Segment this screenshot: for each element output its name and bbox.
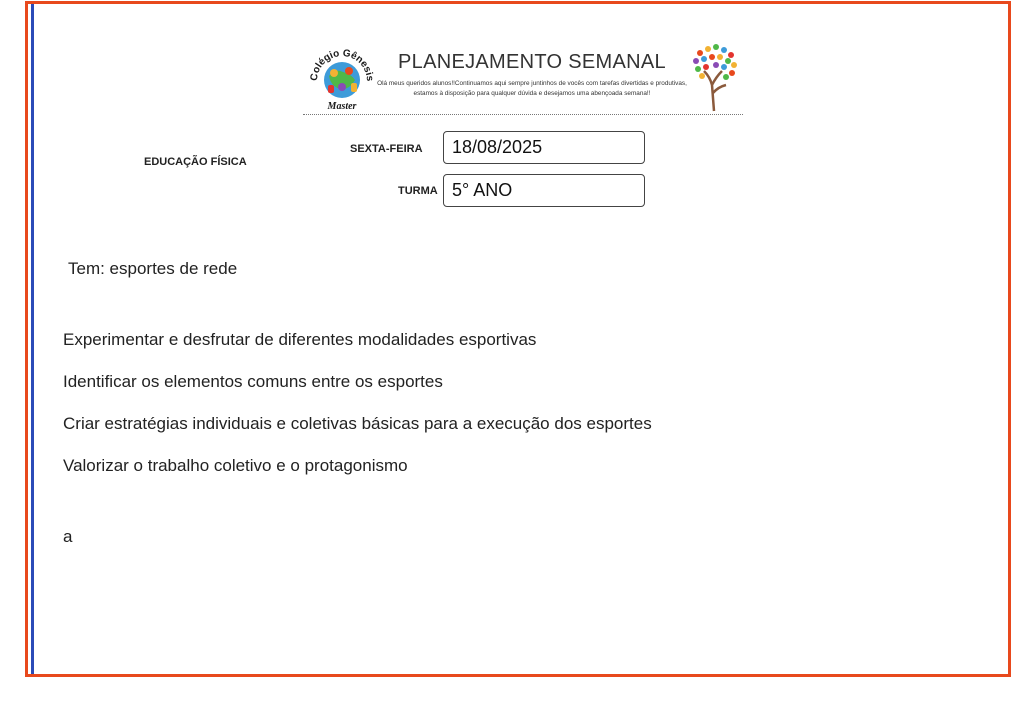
tree-illustration — [688, 41, 740, 115]
objective-item: Valorizar o trabalho coletivo e o protagonismo — [63, 456, 408, 475]
page-frame — [25, 1, 1011, 677]
header-divider — [303, 114, 743, 115]
objective-item: Experimentar e desfrutar de diferentes modalidades esportivas — [63, 330, 537, 349]
class-field[interactable]: 5° ANO — [443, 174, 645, 207]
class-label: TURMA — [398, 185, 438, 197]
subject-label: EDUCAÇÃO FÍSICA — [144, 156, 247, 168]
date-field[interactable]: 18/08/2025 — [443, 131, 645, 164]
trailing-text: a — [63, 527, 73, 546]
objective-item: Identificar os elementos comuns entre os esportes — [63, 372, 443, 391]
page-title: PLANEJAMENTO SEMANAL — [398, 51, 666, 73]
svg-text:Master: Master — [327, 101, 357, 112]
welcome-message: Olá meus queridos alunos!!Continuamos aqui sempre juntinhos de vocês com tarefas divertidas e produtivas, estamos à disposição para qualquer dúvida e desejamos uma abençoada semana!! — [377, 80, 687, 97]
day-label: SEXTA-FEIRA — [350, 143, 423, 155]
left-margin-bar — [31, 4, 34, 674]
svg-text:Colégio Gênesis: Colégio Gênesis — [308, 47, 376, 82]
objective-item: Criar estratégias individuais e coletivas básicas para a execução dos esportes — [63, 414, 652, 433]
theme-text: Tem: esportes de rede — [68, 259, 238, 278]
school-logo — [307, 43, 377, 113]
